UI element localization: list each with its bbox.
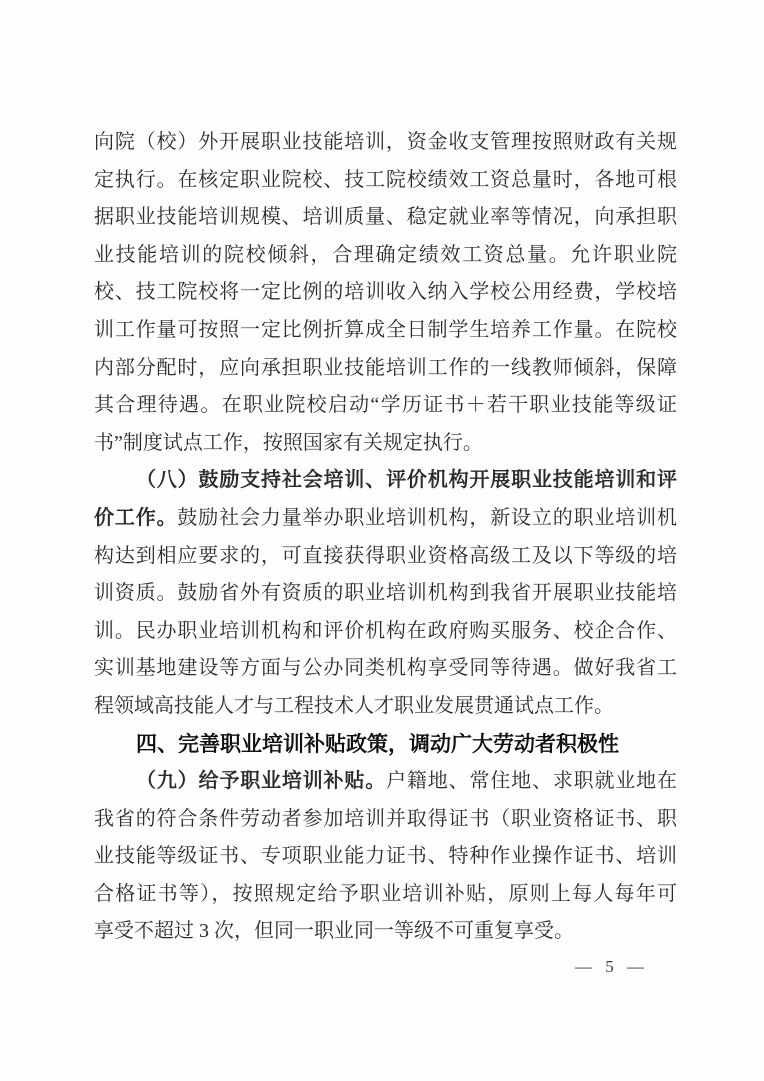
text-line xyxy=(94,688,677,726)
text-segment: 定执行。在核定职业院校、技工院校绩效工资总量时，各地可根 xyxy=(94,168,677,191)
text-line xyxy=(94,613,677,651)
text-segment: 程领域高技能人才与工程技术人才职业发展贯通试点工作。 xyxy=(94,694,614,717)
document-body xyxy=(94,124,677,951)
text-line xyxy=(94,162,677,200)
text-segment: 训工作量可按照一定比例折算成全日制学生培养工作量。在院校 xyxy=(94,318,677,341)
text-segment: 享受不超过 3 次，但同一职业同一等级不可重复享受。 xyxy=(94,920,574,943)
text-line xyxy=(94,876,677,914)
text-segment: 四、完善职业培训补贴政策，调动广大劳动者积极性 xyxy=(136,732,619,756)
text-segment: 价工作。 xyxy=(94,506,178,529)
text-line xyxy=(94,387,677,425)
text-line xyxy=(94,500,677,538)
text-segment: 实训基地建设等方面与公办同类机构享受同等待遇。做好我省工 xyxy=(94,657,677,680)
text-segment: 书”制度试点工作，按照国家有关规定执行。 xyxy=(94,431,483,454)
text-line xyxy=(94,124,677,162)
text-segment: 构达到相应要求的，可直接获得职业资格高级工及以下等级的培 xyxy=(94,544,677,567)
text-line xyxy=(94,462,677,500)
text-segment: 训。民办职业培训机构和评价机构在政府购买服务、校企合作、 xyxy=(94,619,677,642)
text-line xyxy=(94,312,677,350)
text-segment: 合格证书等），按照规定给予职业培训补贴，原则上每人每年可 xyxy=(94,882,677,905)
text-segment: 训资质。鼓励省外有资质的职业培训机构到我省开展职业技能培 xyxy=(94,582,677,605)
text-segment: 内部分配时，应向承担职业技能培训工作的一线教师倾斜，保障 xyxy=(94,356,677,379)
text-line xyxy=(94,801,677,839)
text-segment: 我省的符合条件劳动者参加培训并取得证书（职业资格证书、职 xyxy=(94,807,677,830)
text-segment: 其合理待遇。在职业院校启动“学历证书＋若干职业技能等级证 xyxy=(94,394,677,417)
text-line xyxy=(94,199,677,237)
text-segment: 向院（校）外开展职业技能培训，资金收支管理按照财政有关规 xyxy=(94,131,677,153)
text-segment: 业技能培训的院校倾斜，合理确定绩效工资总量。允许职业院 xyxy=(94,243,677,266)
section-heading xyxy=(94,726,677,764)
page-number: — 5 — xyxy=(575,957,646,976)
text-line xyxy=(94,575,677,613)
text-line xyxy=(94,763,677,801)
text-line xyxy=(94,425,677,463)
text-line xyxy=(94,650,677,688)
text-segment: 据职业技能培训规模、培训质量、稳定就业率等情况，向承担职 xyxy=(94,206,677,229)
text-segment: （九）给予职业培训补贴。 xyxy=(136,770,387,793)
text-line xyxy=(94,838,677,876)
text-segment: 业技能等级证书、专项职业能力证书、特种作业操作证书、培训 xyxy=(94,845,677,868)
text-line xyxy=(94,350,677,388)
text-line xyxy=(94,538,677,576)
text-segment: 校、技工院校将一定比例的培训收入纳入学校公用经费，学校培 xyxy=(94,281,677,304)
text-segment: （八）鼓励支持社会培训、评价机构开展职业技能培训和评 xyxy=(136,469,677,492)
text-line xyxy=(94,237,677,275)
text-line xyxy=(94,274,677,312)
text-line xyxy=(94,913,677,951)
text-segment: 鼓励社会力量举办职业培训机构，新设立的职业培训机 xyxy=(177,506,677,529)
text-segment: 户籍地、常住地、求职就业地在 xyxy=(386,770,677,793)
